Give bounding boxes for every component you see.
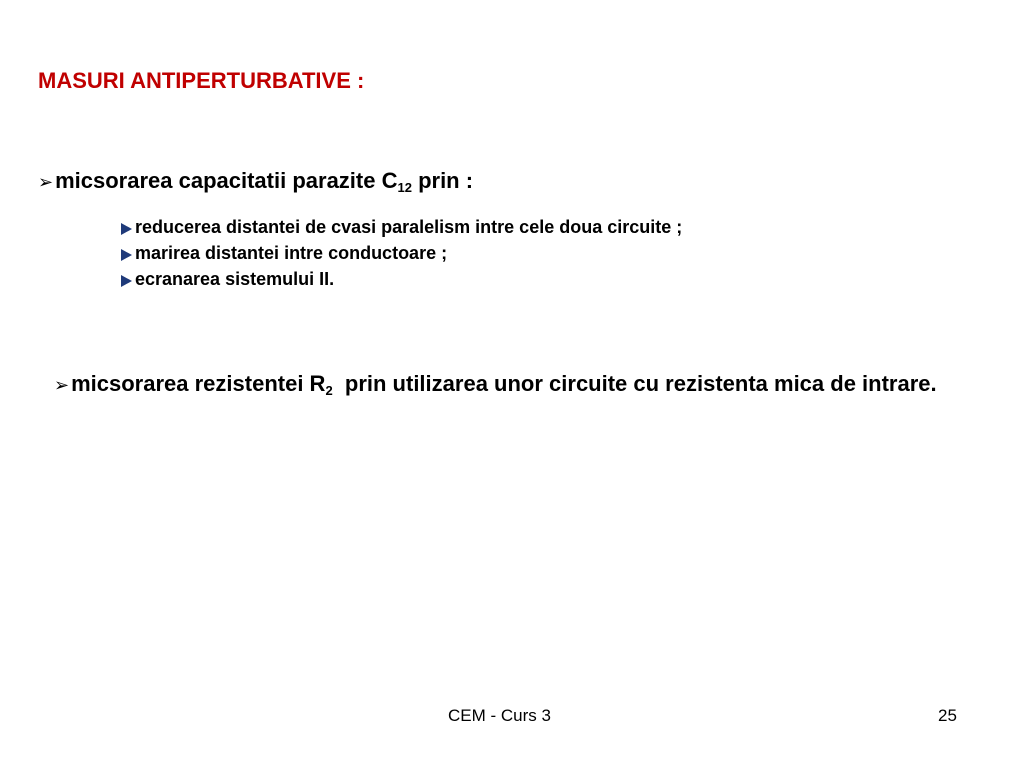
list-item-label: marirea distantei intre conductoare ; (135, 243, 448, 263)
list-item (121, 240, 682, 266)
bullet-resistance-text: micsorarea rezistentei R (71, 371, 326, 396)
list-item-label: ecranarea sistemului II. (135, 269, 335, 289)
bullet-resistance (54, 369, 974, 400)
capacitance-subscript: 12 (397, 180, 412, 195)
bullet-capacitance-suffix: prin : (411, 168, 474, 193)
triangle-bullet-icon (121, 223, 132, 235)
list-item (121, 266, 682, 292)
arrow-bullet-icon: ➢ (38, 172, 54, 192)
capacitance-measures-list (121, 214, 682, 292)
list-item-label: reducerea distantei de cvasi paralelism intre cele doua circuite ; (135, 217, 683, 237)
slide-title: MASURI ANTIPERTURBATIVE : (38, 68, 365, 93)
triangle-bullet-icon (121, 275, 132, 287)
triangle-bullet-icon (121, 249, 132, 261)
arrow-bullet-icon: ➢ (54, 375, 70, 395)
bullet-capacitance (38, 168, 473, 194)
footer-course-label: CEM - Curs 3 (448, 706, 551, 725)
page-number: 25 (938, 706, 957, 725)
bullet-capacitance-text: micsorarea capacitatii parazite C (55, 168, 398, 193)
bullet-resistance-suffix: prin utilizarea unor circuite cu rezistenta mica de intrare. (332, 371, 937, 396)
list-item (121, 214, 682, 240)
resistance-subscript: 2 (325, 383, 333, 398)
